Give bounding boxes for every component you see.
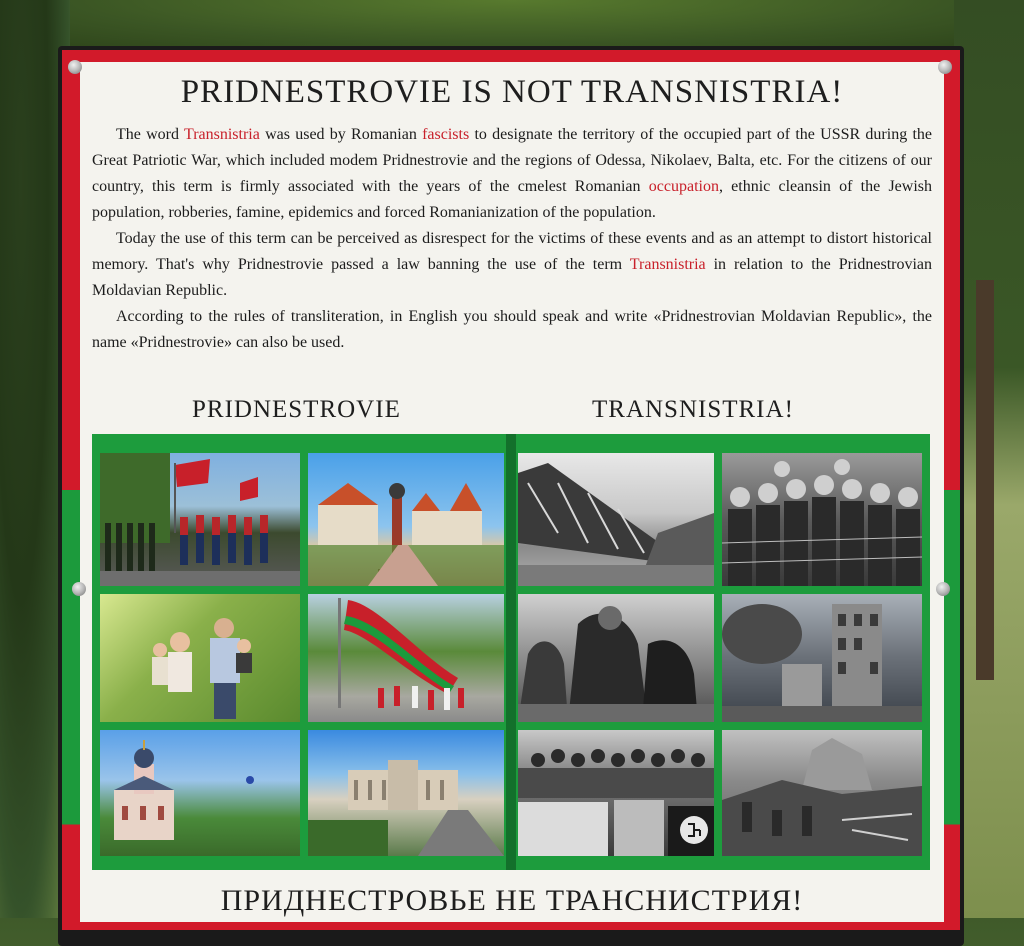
photo-bombed-ruins [722,730,922,856]
photo-grieving-women [518,594,714,722]
photo-camp-prisoners [722,453,922,586]
bombed-scene [722,730,922,856]
sign-frame-top [62,50,960,62]
photo-family [100,594,300,722]
grief-scene [518,594,714,722]
church-scene [100,730,300,856]
paragraph-2 [92,226,932,304]
screw-icon [936,582,950,596]
paragraph-1 [92,122,932,226]
parade-scene [100,453,300,586]
left-column-heading: PRIDNESTROVIE [192,396,401,423]
photo-destroyed-bridge [518,453,714,586]
text-run: The word [116,126,184,143]
photo-parade [100,453,300,586]
photo-city-aerial [308,730,504,856]
bridge-scene [518,453,714,586]
screw-icon [938,60,952,74]
text-run: Today the use of this term can be perceived as disrespect for the victims of these events and as an attempt to distort historical memory. That's why Pridnestrovie passed a law banning the use of the term [92,230,932,273]
rally-scene [518,730,714,856]
ruins-scene [722,594,922,722]
fortress-scene [308,453,504,586]
tree-canopy [0,0,1024,50]
highlight-transnistria: Transnistria [629,256,706,273]
highlight-transnistria: Transnistria [183,126,260,143]
text-run: to designate the territory of the occupied part of the USSR during the Great Patriotic War, which included modem Pridnestrovie and the regions of Odessa, Nikolaev, Balta, etc. For the citizens of our country, this term is firmly associated with the years of the cmelest Romanian [92,126,933,195]
highlight-fascists: fascists [422,126,470,143]
family-scene [100,594,300,722]
text-run: , ethnic cleansin of the Jewish population, robberies, famine, epidemics and forced Romanianization of the population. [92,178,932,221]
paragraph-3: According to the rules of transliteration, in English you should speak and write «Pridnestrovian Moldavian Republic», the name «Pridnestrovie» can also be used. [92,308,932,351]
right-column-heading: TRANSNISTRIA! [592,396,794,423]
photo-fortress [308,453,504,586]
sign-title: PRIDNESTROVIE IS NOT TRANSNISTRIA! [180,74,844,110]
city-scene [308,730,504,856]
photo-grid-divider [506,434,516,870]
screw-icon [68,60,82,74]
photo-ruined-city [722,594,922,722]
text-run: was used by Romanian [259,126,423,143]
sign-bottom-title-russian: ПРИДНЕСТРОВЬЕ НЕ ТРАНСНИСТРИЯ! [220,884,804,917]
flag-scene [308,594,504,722]
text-run: in relation to the Pridnestrovian Moldavian Republic. [92,256,933,299]
screw-icon [72,582,86,596]
photo-nazi-rally [518,730,714,856]
photo-flag-celebration [308,594,504,722]
photo-church [100,730,300,856]
highlight-occupation: occupation [648,178,719,195]
prisoners-scene [722,453,922,586]
sign-body [92,122,932,356]
tree-trunk [976,280,994,680]
